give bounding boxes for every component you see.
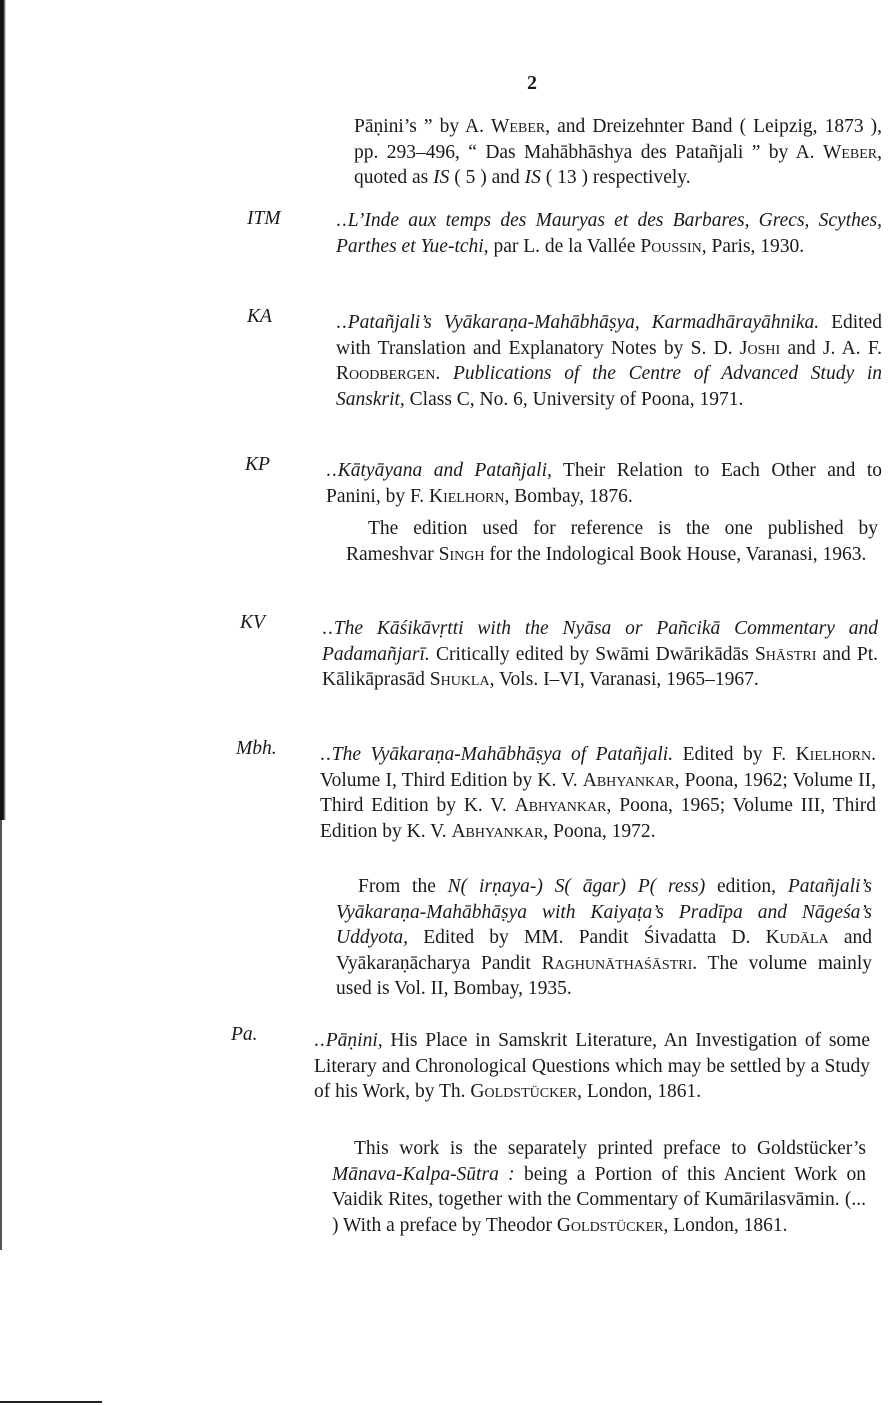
entry-pa: ..Pāṇini, His Place in Samskrit Literature, An Investigation of some Literary and Chronological Questions which may be settled by a Study of his Work, by Th. Goldstücker, London, 1861. bbox=[314, 1030, 870, 1102]
entry-kp: ..Kātyāyana and Patañjali, Their Relation to Each Other and to Panini, by F. Kielhorn, Bombay, 1876. bbox=[326, 460, 882, 507]
entry-ka: ..Patañjali’s Vyākaraṇa-Mahābhāṣya, Karmadhārayāhnika. Edited with Translation and Explanatory Notes by S. D. Joshi and J. A. F. Roodbergen. Publications of the Centre of Advanced Study in Sanskrit, Class C, No. 6, University of Poona, 1971. bbox=[336, 312, 882, 410]
entry-abbreviation-kv: KV bbox=[240, 612, 265, 633]
scan-edge-shadow bbox=[0, 0, 6, 820]
entry-abbreviation-mbh: Mbh. bbox=[236, 738, 277, 759]
entry-mbh-note: From the N( irṇaya-) S( āgar) P( ress) edition, Patañjali’s Vyākaraṇa-Mahābhāṣya with Kaiyaṭa’s Pradīpa and Nāgeśa’s Uddyota, Edited by MM. Pandit Śivadatta D. Kudāla and Vyākaraṇācharya Pandit Raghunāthaśāstri. The volume mainly used is Vol. II, Bombay, 1935. bbox=[336, 876, 873, 999]
entry-abbreviation-ka: KA bbox=[247, 306, 272, 327]
page-number: 2 bbox=[527, 72, 537, 94]
entry-kv: ..The Kāśikāvṛtti with the Nyāsa or Pañcikā Commentary and Padamañjarī. Critically edited by Swāmi Dwārikādās Shāstri and Pt. Kālikāprasād Shukla, Vols. I–VI, Varanasi, 1965–1967. bbox=[322, 618, 879, 690]
continuation-paragraph: Pāṇini’s ” by A. Weber, and Dreizehnter Band ( Leipzig, 1873 ), pp. 293–496, “ Das Mahābhāshya des Patañjali ” by A. Weber, quoted as IS ( 5 ) and IS ( 13 ) respectively. bbox=[354, 116, 882, 188]
entry-abbreviation-pa: Pa. bbox=[231, 1024, 258, 1045]
entry-abbreviation-itm: ITM bbox=[247, 208, 281, 229]
entry-mbh: ..The Vyākaraṇa-Mahābhāṣya of Patañjali. Edited by F. Kielhorn. Volume I, Third Edition by K. V. Abhyankar, Poona, 1962; Volume II, Third Edition by K. V. Abhyankar, Poona, 1965; Volume III, Third Edition by K. V. Abhyankar, Poona, 1972. bbox=[320, 744, 876, 842]
scan-edge-line bbox=[0, 820, 2, 1250]
bottom-rule bbox=[0, 1401, 102, 1403]
entry-abbreviation-kp: KP bbox=[245, 454, 270, 475]
entry-kp-note: The edition used for reference is the one published by Rameshvar Singh for the Indological Book House, Varanasi, 1963. bbox=[346, 518, 878, 565]
entry-itm: ..L’Inde aux temps des Mauryas et des Barbares, Grecs, Scythes, Parthes et Yue-tchi, par L. de la Vallée Poussin, Paris, 1930. bbox=[336, 210, 882, 257]
entry-pa-note: This work is the separately printed preface to Goldstücker’s Mānava-Kalpa-Sūtra : being a Portion of this Ancient Work on Vaidik Rites, together with the Commentary of Kumārilasvāmin. (... ) With a preface by Theodor Goldstücker, London, 1861. bbox=[332, 1138, 866, 1236]
